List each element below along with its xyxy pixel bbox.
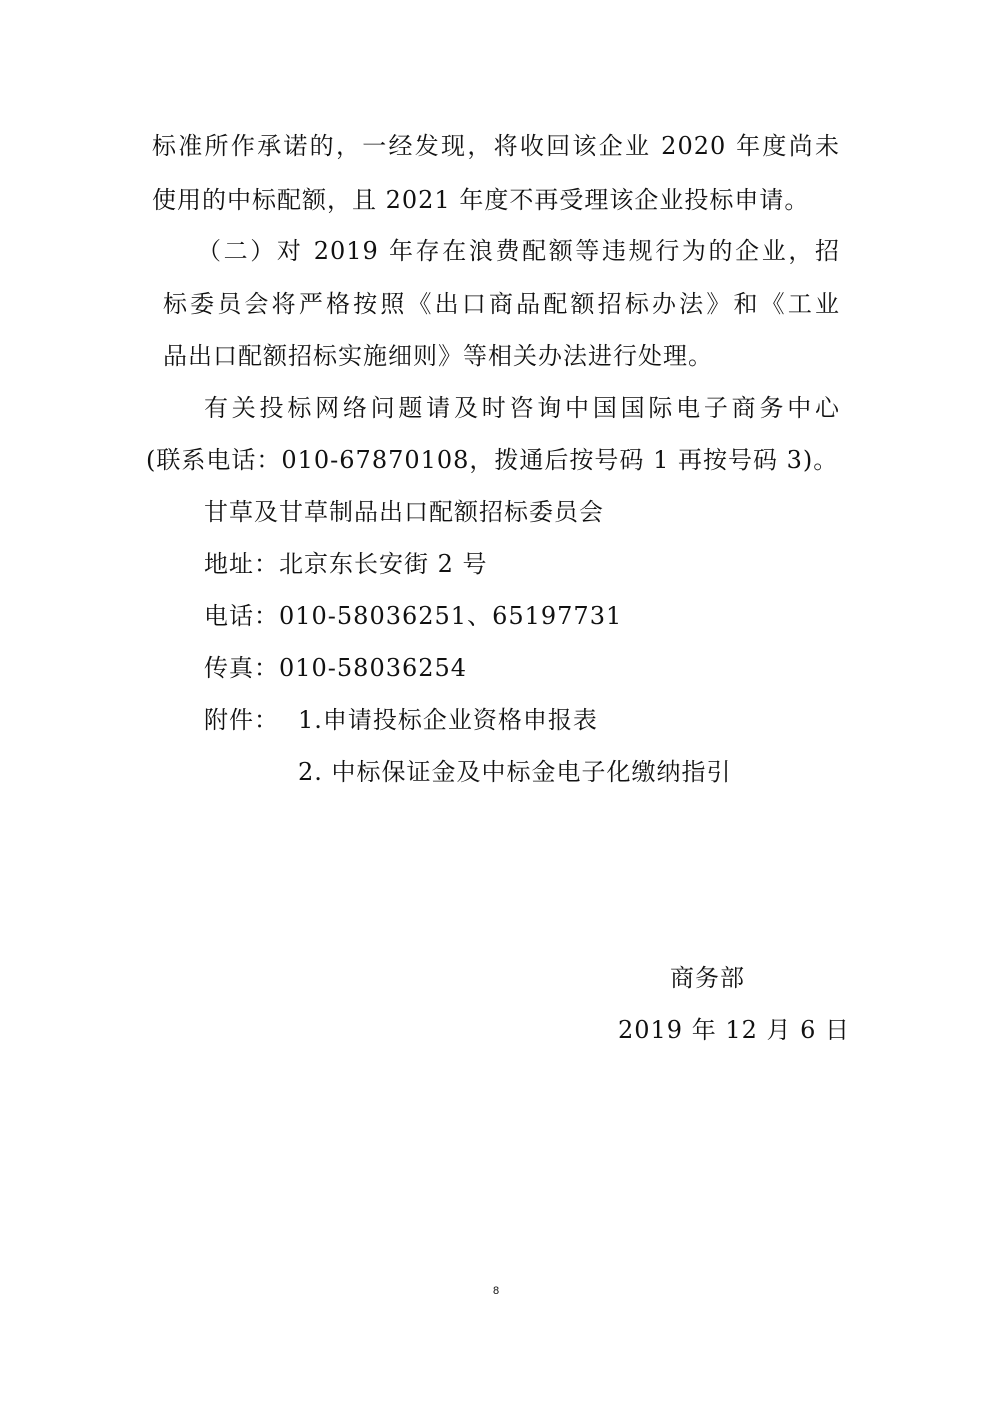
paragraph-2-line-1: （二）对 2019 年存在浪费配额等违规行为的企业，招 bbox=[197, 237, 840, 265]
paragraph-3-line-1: 有关投标网络问题请及时咨询中国国际电子商务中心 bbox=[204, 394, 840, 422]
committee-name: 甘草及甘草制品出口配额招标委员会 bbox=[204, 498, 604, 526]
issue-date: 2019 年 12 月 6 日 bbox=[618, 1016, 851, 1044]
paragraph-3-line-2: (联系电话：010-67870108，拨通后按号码 1 再按号码 3)。 bbox=[146, 446, 839, 474]
paragraph-2-line-3: 品出口配额招标实施细则》等相关办法进行处理。 bbox=[163, 342, 713, 370]
paragraph-2-line-2: 标委员会将严格按照《出口商品配额招标办法》和《工业 bbox=[163, 290, 840, 318]
contact-fax: 传真：010-58036254 bbox=[204, 654, 468, 682]
issuer-name: 商务部 bbox=[670, 964, 745, 992]
attachment-item-2: 2. 中标保证金及中标金电子化缴纳指引 bbox=[298, 758, 732, 786]
contact-phone: 电话：010-58036251、65197731 bbox=[204, 602, 623, 630]
page-number: 8 bbox=[492, 1285, 500, 1297]
contact-address: 地址：北京东长安街 2 号 bbox=[204, 550, 488, 578]
paragraph-1-line-2: 使用的中标配额，且 2021 年度不再受理该企业投标申请。 bbox=[152, 186, 810, 214]
attachments-label: 附件： bbox=[204, 706, 279, 734]
attachment-item-1: 1.申请投标企业资格申报表 bbox=[298, 706, 598, 734]
paragraph-1-line-1: 标准所作承诺的，一经发现，将收回该企业 2020 年度尚未 bbox=[152, 132, 840, 160]
